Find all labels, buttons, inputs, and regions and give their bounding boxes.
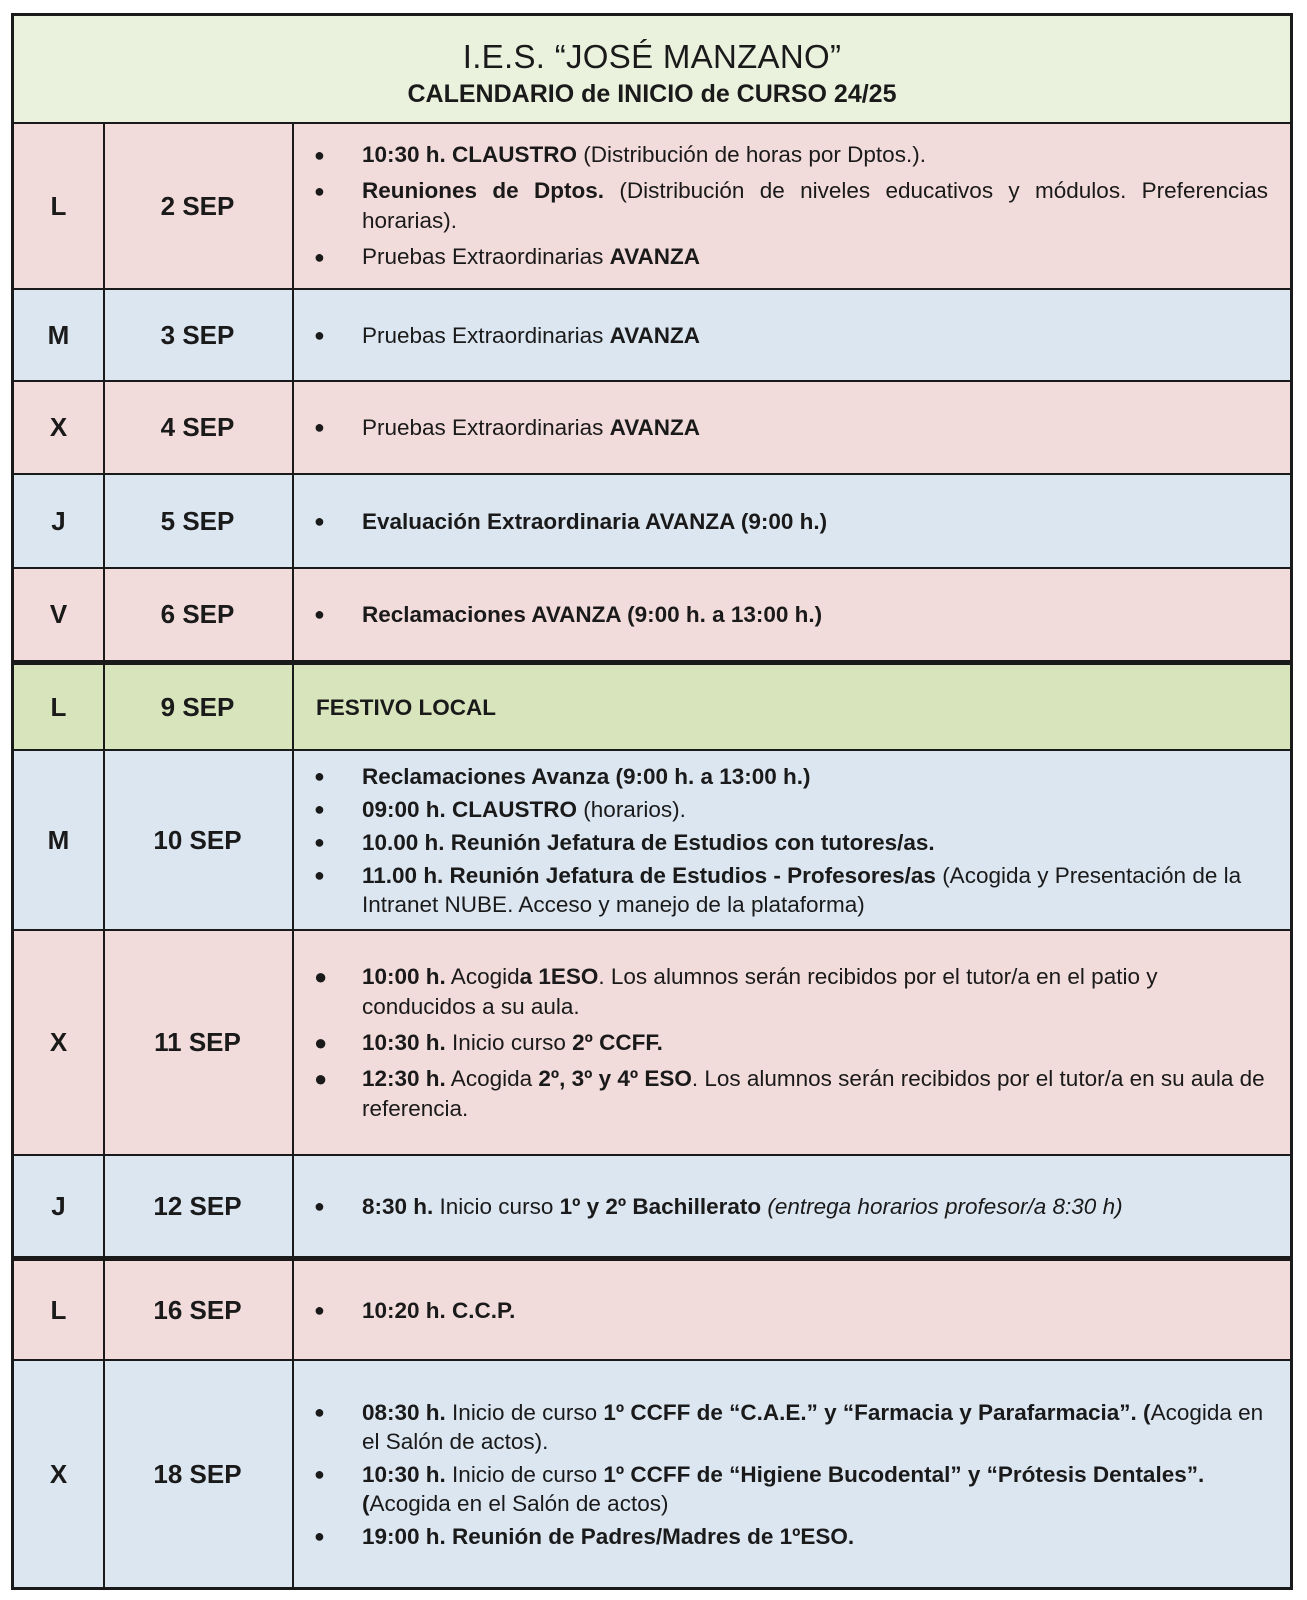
list-item: ● 10:20 h. C.C.P.: [314, 1297, 516, 1323]
date-cell: 3 SEP: [103, 290, 294, 380]
page-subtitle: CALENDARIO de INICIO de CURSO 24/25: [407, 80, 897, 108]
events-cell: [294, 382, 1290, 473]
list-item: ● 19:00 h. Reunión de Padres/Madres de 1ºESO.: [314, 1523, 855, 1549]
list-item: ● 8:30 h. Inicio curso 1º y 2º Bachillerato (entrega horarios profesor/a 8:30 h): [314, 1193, 1123, 1219]
list-item: ● Reclamaciones AVANZA (9:00 h. a 13:00 h.): [314, 602, 823, 627]
day-cell: X: [14, 1361, 105, 1587]
date-cell: 18 SEP: [103, 1361, 294, 1587]
day-cell: M: [14, 290, 105, 380]
table-row: [14, 662, 1290, 751]
list-item: ● Pruebas Extraordinarias AVANZA: [314, 322, 701, 348]
events-cell: [294, 751, 1290, 929]
table-row: [14, 569, 1290, 662]
list-item: ● 09:00 h. CLAUSTRO (horarios).: [314, 796, 686, 822]
events-cell: [294, 290, 1290, 380]
day-cell: M: [14, 751, 105, 929]
day-cell: L: [14, 1261, 105, 1359]
table-row: [14, 751, 1290, 931]
date-cell: 10 SEP: [103, 751, 294, 929]
calendar-table: [11, 13, 1293, 1590]
day-cell: V: [14, 569, 105, 660]
table-row: [14, 290, 1290, 382]
day-cell: X: [14, 382, 105, 473]
list-item: ● Evaluación Extraordinaria AVANZA (9:00 h.): [314, 508, 828, 534]
date-cell: 16 SEP: [103, 1261, 294, 1359]
day-cell: L: [14, 665, 105, 749]
day-cell: J: [14, 1156, 105, 1256]
date-cell: 4 SEP: [103, 382, 294, 473]
list-item: ● 11.00 h. Reunión Jefatura de Estudios - Profesores/as (Acogida y Presentación de la Intranet NUBE. Acceso y manejo de la plataforma): [314, 862, 1242, 917]
date-cell: 5 SEP: [103, 475, 294, 567]
date-cell: 6 SEP: [103, 569, 294, 660]
date-cell: 2 SEP: [103, 124, 294, 288]
list-item: ● 10:00 h. Acogida 1ESO. Los alumnos serán recibidos por el tutor/a en el patio y conducidos a su aula.: [314, 963, 1158, 1019]
table-row: [14, 382, 1290, 475]
events-cell: [294, 569, 1290, 660]
table-row: [14, 1361, 1290, 1587]
table-row: [14, 1258, 1290, 1361]
day-cell: L: [14, 124, 105, 288]
list-item: ● Pruebas Extraordinarias AVANZA: [314, 244, 701, 269]
list-item: ● Reuniones de Dptos. (Distribución de niveles educativos y módulos. Preferencias horarias).: [314, 178, 1268, 233]
events-cell: [294, 1261, 1290, 1359]
date-cell: 11 SEP: [103, 931, 294, 1154]
list-item: ● 08:30 h. Inicio de curso 1º CCFF de “C.A.E.” y “Farmacia y Parafarmacia”. (Acogida en el Salón de actos).: [314, 1399, 1264, 1454]
page-title: I.E.S. “JOSÉ MANZANO”: [462, 38, 842, 75]
holiday-label: FESTIVO LOCAL: [316, 694, 496, 720]
table-row: [14, 931, 1290, 1156]
header: [14, 16, 1290, 124]
date-cell: 12 SEP: [103, 1156, 294, 1256]
list-item: ● Reclamaciones Avanza (9:00 h. a 13:00 h.): [314, 763, 811, 789]
list-item: ● 12:30 h. Acogida 2º, 3º y 4º ESO. Los alumnos serán recibidos por el tutor/a en su aula de referencia.: [314, 1065, 1265, 1121]
table-row: [14, 1156, 1290, 1258]
events-cell: [294, 1361, 1290, 1587]
list-item: ● 10:30 h. Inicio curso 2º CCFF.: [314, 1029, 663, 1055]
date-cell: 9 SEP: [103, 665, 294, 749]
events-cell: [294, 931, 1290, 1154]
day-cell: X: [14, 931, 105, 1154]
table-row: [14, 475, 1290, 569]
list-item: ● 10:30 h. Inicio de curso 1º CCFF de “Higiene Bucodental” y “Prótesis Dentales”. (Acogida en el Salón de actos): [314, 1461, 1205, 1516]
list-item: ● 10:30 h. CLAUSTRO (Distribución de horas por Dptos.).: [314, 142, 926, 167]
list-item: ● 10.00 h. Reunión Jefatura de Estudios con tutores/as.: [314, 829, 935, 855]
events-cell: [294, 475, 1290, 567]
events-cell: [294, 124, 1290, 288]
day-cell: J: [14, 475, 105, 567]
events-cell: [294, 665, 1290, 749]
events-cell: [294, 1156, 1290, 1256]
table-row: [14, 124, 1290, 290]
list-item: ● Pruebas Extraordinarias AVANZA: [314, 415, 701, 440]
